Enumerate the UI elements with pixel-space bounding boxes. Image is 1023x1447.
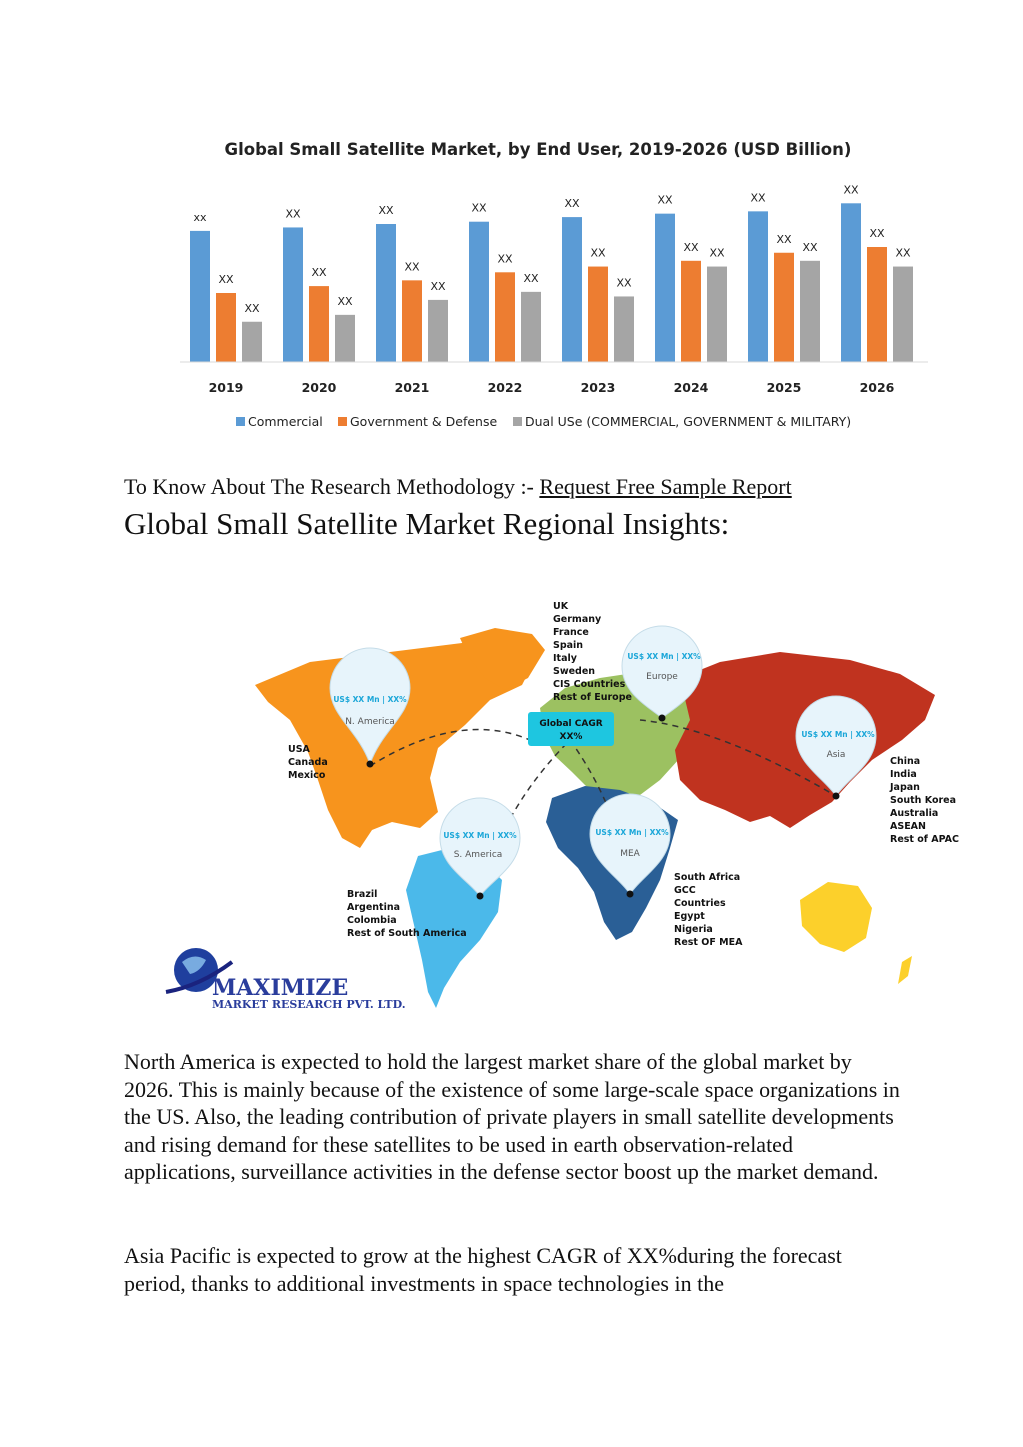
end-user-bar-chart: [160, 125, 950, 445]
data-label-2025-series-1: XX: [750, 191, 766, 205]
bar-2019-series-1: [190, 231, 210, 362]
mea-country-item: Rest OF MEA: [674, 937, 743, 948]
pin-mea-value: US$ XX Mn | XX%: [595, 828, 669, 837]
asia-country-item: Japan: [890, 782, 920, 793]
data-label-2022-series-3: XX: [523, 271, 539, 285]
pin-europe-value: US$ XX Mn | XX%: [627, 652, 701, 661]
data-label-2022-series-2: XX: [497, 252, 513, 266]
mea-country-item: Countries: [674, 898, 726, 909]
bar-2023-series-2: [588, 267, 608, 362]
pin-north-america-value: US$ XX Mn | XX%: [333, 695, 407, 704]
data-label-2026-series-1: XX: [843, 183, 859, 197]
mea-country-item: GCC: [674, 885, 696, 896]
x-tick-2025: 2025: [766, 380, 802, 395]
bar-2024-series-2: [681, 261, 701, 362]
legend-swatch-1: [236, 417, 245, 426]
legend-swatch-2: [338, 417, 347, 426]
regional-map-infographic: [160, 590, 960, 1020]
na-country-item: USA: [288, 744, 310, 755]
bar-2021-series-3: [428, 300, 448, 362]
x-tick-2021: 2021: [394, 380, 430, 395]
data-label-2023-series-3: XX: [616, 276, 632, 290]
asia-country-item: ASEAN: [890, 821, 926, 832]
data-label-2026-series-3: XX: [895, 246, 911, 260]
europe-country-item: Germany: [553, 614, 602, 625]
europe-country-item: Italy: [553, 653, 577, 664]
x-tick-labels: [209, 380, 895, 395]
x-tick-2022: 2022: [487, 380, 523, 395]
bar-2019-series-2: [216, 293, 236, 362]
bar-2022-series-2: [495, 272, 515, 362]
data-label-2024-series-3: XX: [709, 246, 725, 260]
data-label-2020-series-2: XX: [311, 266, 327, 280]
data-label-2019-series-2: XX: [218, 273, 234, 286]
pin-mea-region: MEA: [620, 849, 640, 859]
bar-2026-series-1: [841, 203, 861, 362]
pin-europe-region: Europe: [646, 672, 678, 682]
europe-country-item: Spain: [553, 640, 584, 651]
chart-legend: [236, 414, 851, 429]
x-tick-2020: 2020: [301, 380, 337, 395]
data-label-2019-series-1: xx: [193, 210, 207, 224]
legend-label-1: Commercial: [248, 414, 323, 429]
logo-subtitle: MARKET RESEARCH PVT. LTD.: [212, 998, 406, 1011]
data-label-2021-series-1: XX: [378, 204, 394, 217]
asia-pacific-paragraph: Asia Pacific is expected to grow at the highest CAGR of XX%during the forecast period, thanks to additional investments in space technologies in the: [124, 1243, 842, 1296]
x-tick-2026: 2026: [859, 380, 895, 395]
pin-south-america-region: S. America: [453, 850, 503, 860]
bar-2026-series-2: [867, 247, 887, 362]
methodology-line: [124, 474, 792, 500]
request-sample-link[interactable]: Request Free Sample Report: [539, 474, 792, 499]
bar-2020-series-2: [309, 286, 329, 362]
sa-country-item: Rest of South America: [347, 928, 467, 939]
data-label-2023-series-1: XX: [564, 197, 580, 211]
australia-shape: [800, 882, 872, 952]
bar-2025-series-1: [748, 211, 768, 362]
pin-asia-value: US$ XX Mn | XX%: [801, 730, 875, 739]
x-tick-2019: 2019: [208, 380, 244, 395]
bar-2026-series-3: [893, 267, 913, 362]
bar-2020-series-3: [335, 315, 355, 362]
data-label-2021-series-3: XX: [430, 279, 446, 293]
bar-2025-series-2: [774, 253, 794, 362]
data-label-2020-series-3: XX: [337, 294, 353, 308]
new-zealand-shape: [898, 956, 912, 984]
europe-country-item: CIS Countries: [553, 679, 626, 690]
bar-2020-series-1: [283, 227, 303, 362]
europe-country-item: France: [553, 627, 589, 638]
data-label-2023-series-2: XX: [590, 246, 606, 260]
data-label-2025-series-2: XX: [776, 232, 792, 246]
bar-2021-series-1: [376, 224, 396, 362]
legend-label-3: Dual USe (COMMERCIAL, GOVERNMENT & MILITARY): [525, 414, 852, 429]
bar-2024-series-3: [707, 267, 727, 362]
bar-2021-series-2: [402, 280, 422, 362]
data-label-2022-series-1: XX: [471, 201, 487, 215]
x-tick-2024: 2024: [673, 380, 709, 395]
regional-insights-heading: Global Small Satellite Market Regional Insights:: [124, 506, 730, 541]
asia-country-item: China: [890, 756, 921, 767]
legend-swatch-3: [513, 417, 522, 426]
mea-country-item: Egypt: [674, 911, 705, 922]
chart-bars: [190, 183, 913, 362]
bar-2022-series-1: [469, 222, 489, 362]
mea-country-item: South Africa: [674, 872, 741, 883]
legend-label-2: Government & Defense: [350, 414, 498, 429]
pin-south-america-value: US$ XX Mn | XX%: [443, 831, 517, 840]
asia-country-item: Rest of APAC: [890, 834, 959, 845]
logo-name: MAXIMIZE: [212, 975, 349, 1001]
sa-country-item: Colombia: [347, 915, 397, 926]
north-america-paragraph: North America is expected to hold the largest market share of the global market by 2026. This is mainly because of the existence of some large-scale space organizations in the US. Also, the leading contribution of private players in small satellite developments and rising demand for these satellites to be used in earth observation-related applications, surveillance activities in the defense sector boost up the market demand.: [124, 1049, 900, 1185]
na-country-item: Mexico: [288, 770, 326, 781]
data-label-2021-series-2: XX: [404, 260, 420, 274]
methodology-prefix: To Know About The Research Methodology :-: [124, 474, 540, 499]
global-cagr-value: XX%: [559, 732, 583, 742]
asia-country-item: South Korea: [890, 795, 957, 806]
bar-2019-series-3: [242, 322, 262, 362]
data-label-2020-series-1: XX: [285, 207, 301, 221]
europe-country-item: Sweden: [553, 666, 596, 677]
bar-2023-series-1: [562, 217, 582, 362]
maximize-logo: [166, 948, 406, 1011]
na-country-item: Canada: [288, 757, 328, 768]
chart-title: Global Small Satellite Market, by End User, 2019-2026 (USD Billion): [224, 140, 852, 159]
data-label-2026-series-2: XX: [869, 227, 885, 240]
x-tick-2023: 2023: [580, 380, 616, 395]
sa-country-item: Brazil: [347, 889, 378, 900]
data-label-2019-series-3: XX: [244, 301, 260, 315]
bar-2025-series-3: [800, 261, 820, 362]
mea-country-list: [674, 872, 743, 948]
pin-north-america-region: N. America: [345, 717, 395, 727]
europe-country-item: Rest of Europe: [553, 692, 632, 703]
sa-country-item: Argentina: [347, 902, 401, 913]
europe-country-list: [553, 601, 632, 703]
europe-country-item: UK: [553, 601, 569, 612]
data-label-2024-series-2: XX: [683, 240, 699, 254]
asia-country-list: [889, 756, 959, 845]
global-cagr-title: Global CAGR: [539, 719, 603, 729]
data-label-2025-series-3: XX: [802, 240, 818, 254]
pin-asia-region: Asia: [826, 750, 846, 760]
mea-country-item: Nigeria: [674, 924, 713, 935]
bar-2023-series-3: [614, 296, 634, 362]
bar-2024-series-1: [655, 214, 675, 362]
bar-2022-series-3: [521, 292, 541, 362]
asia-country-item: India: [890, 769, 917, 780]
data-label-2024-series-1: XX: [657, 193, 673, 207]
asia-country-item: Australia: [890, 808, 939, 819]
